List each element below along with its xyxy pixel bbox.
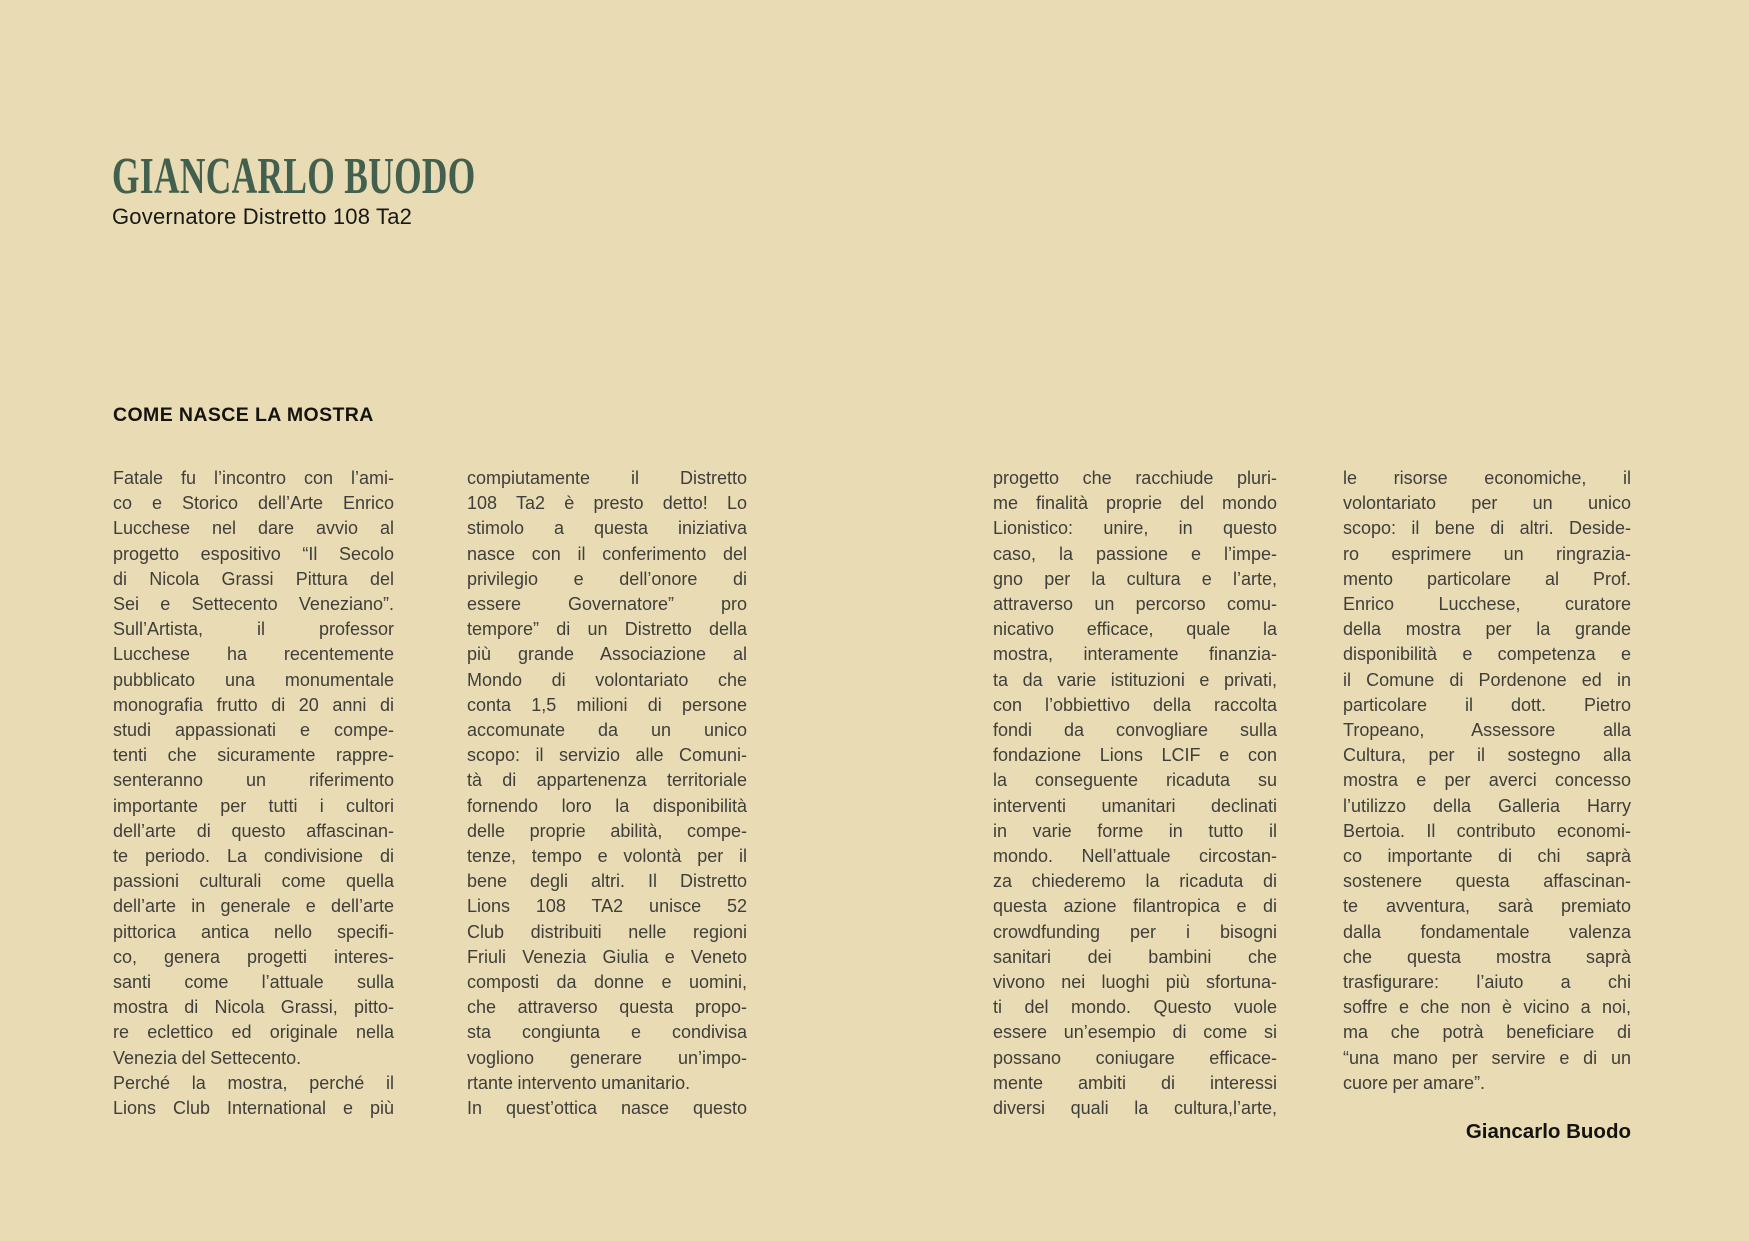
text-line: senteranno un riferimento xyxy=(113,770,394,791)
text-line: l’utilizzo della Galleria Harry xyxy=(1343,795,1631,816)
text-line: volontariato per un unico xyxy=(1343,493,1631,514)
text-line: za chiederemo la ricaduta di xyxy=(993,871,1277,892)
text-line: attraverso un percorso comu- xyxy=(993,594,1277,615)
text-column-3 xyxy=(993,466,1277,1121)
text-line: scopo: il servizio alle Comuni- xyxy=(467,745,747,766)
text-line: accomunate da un unico xyxy=(467,720,747,741)
text-line: Lucchese ha recentemente xyxy=(113,644,394,665)
text-line: vivono nei luoghi più sfortuna- xyxy=(993,972,1277,993)
text-line: ti del mondo. Questo vuole xyxy=(993,997,1277,1018)
text-line: Lions 108 TA2 unisce 52 xyxy=(467,896,747,917)
text-line: che attraverso questa propo- xyxy=(467,997,747,1018)
text-line: pittorica antica nello specifi- xyxy=(113,921,394,942)
text-column-4 xyxy=(1343,466,1631,1096)
text-line: stimolo a questa iniziativa xyxy=(467,518,747,539)
text-line: scopo: il bene di altri. Deside- xyxy=(1343,518,1631,539)
text-line: le risorse economiche, il xyxy=(1343,468,1631,488)
text-line: tenze, tempo e volontà per il xyxy=(467,846,747,867)
text-line: bene degli altri. Il Distretto xyxy=(467,871,747,892)
text-line: progetto che racchiude pluri- xyxy=(993,468,1277,488)
text-line: rtante intervento umanitario. xyxy=(467,1072,691,1093)
text-line: crowdfunding per i bisogni xyxy=(993,921,1277,942)
text-line: mento particolare al Prof. xyxy=(1343,568,1631,589)
text-line: mostra di Nicola Grassi, pitto- xyxy=(113,997,394,1018)
page-subtitle: Governatore Distretto 108 Ta2 xyxy=(112,204,413,229)
text-line: della mostra per la grande xyxy=(1343,619,1631,640)
text-line: conta 1,5 milioni di persone xyxy=(467,694,747,715)
text-line: Mondo di volontariato che xyxy=(467,669,747,690)
text-line: Lionistico: unire, in questo xyxy=(993,518,1277,539)
text-line: Fatale fu l’incontro con l’ami- xyxy=(113,468,394,488)
text-line: dalla fondamentale valenza xyxy=(1343,921,1631,942)
text-line: Bertoia. Il contributo economi- xyxy=(1343,820,1631,841)
text-line: composti da donne e uomini, xyxy=(467,972,747,993)
text-line: tempore” di un Distretto della xyxy=(467,619,747,640)
text-line: Venezia del Settecento. xyxy=(113,1047,302,1068)
text-line: ta da varie istituzioni e privati, xyxy=(993,669,1277,690)
text-line: diversi quali la cultura,l’arte, xyxy=(993,1098,1277,1119)
text-line: fondi da convogliare sulla xyxy=(993,720,1277,741)
text-line: ro esprimere un ringrazia- xyxy=(1343,543,1631,564)
text-line: privilegio e dell’onore di xyxy=(467,568,747,589)
text-line: caso, la passione e l’impe- xyxy=(993,543,1277,564)
text-line: vogliono generare un’impo- xyxy=(467,1047,747,1068)
text-line: compiutamente il Distretto xyxy=(467,468,747,488)
page-title: GIANCARLO BUODO xyxy=(112,148,476,205)
text-line: di Nicola Grassi Pittura del xyxy=(113,568,394,589)
text-line: Friuli Venezia Giulia e Veneto xyxy=(467,946,747,967)
text-line: dell’arte in generale e dell’arte xyxy=(113,896,394,917)
text-line: re eclettico ed originale nella xyxy=(113,1022,394,1043)
text-line: Lions Club International e più xyxy=(113,1098,394,1119)
text-line: mente ambiti di interessi xyxy=(993,1072,1277,1093)
text-line: te avventura, sarà premiato xyxy=(1343,896,1631,917)
text-line: ma che potrà beneficiare di xyxy=(1343,1022,1631,1043)
text-line: pubblicato una monumentale xyxy=(113,669,394,690)
text-line: cuore per amare”. xyxy=(1343,1072,1486,1093)
text-line: dell’arte di questo affascinan- xyxy=(113,820,394,841)
text-line: Enrico Lucchese, curatore xyxy=(1343,594,1631,615)
text-line: me finalità proprie del mondo xyxy=(993,493,1277,514)
text-line: Cultura, per il sostegno alla xyxy=(1343,745,1631,766)
text-line: sanitari dei bambini che xyxy=(993,946,1277,967)
text-line: In quest’ottica nasce questo xyxy=(467,1098,747,1119)
text-column-1 xyxy=(113,466,394,1121)
text-line: mostra e per averci concesso xyxy=(1343,770,1631,791)
text-line: progetto espositivo “Il Secolo xyxy=(113,543,394,564)
text-line: importante per tutti i cultori xyxy=(113,795,394,816)
text-line: con l’obbiettivo della raccolta xyxy=(993,694,1277,715)
text-line: co, genera progetti interes- xyxy=(113,946,394,967)
text-line: te periodo. La condivisione di xyxy=(113,846,394,867)
text-line: co e Storico dell’Arte Enrico xyxy=(113,493,394,514)
text-line: tà di appartenenza territoriale xyxy=(467,770,747,791)
text-line: delle proprie abilità, compe- xyxy=(467,820,747,841)
text-column-2 xyxy=(467,466,747,1121)
text-line: questa azione filantropica e di xyxy=(993,896,1277,917)
signature: Giancarlo Buodo xyxy=(1465,1120,1631,1143)
text-line: la conseguente ricaduta su xyxy=(993,770,1277,791)
text-line: sostenere questa affascinan- xyxy=(1343,871,1631,892)
text-line: Sull’Artista, il professor xyxy=(113,619,394,640)
text-line: soffre e che non è vicino a noi, xyxy=(1343,997,1631,1018)
text-line: Lucchese nel dare avvio al xyxy=(113,518,394,539)
section-heading: COME NASCE LA MOSTRA xyxy=(113,404,374,426)
text-line: 108 Ta2 è presto detto! Lo xyxy=(467,493,747,514)
text-line: più grande Associazione al xyxy=(467,644,747,665)
text-line: fornendo loro la disponibilità xyxy=(467,795,747,816)
text-line: il Comune di Pordenone ed in xyxy=(1343,669,1631,690)
text-line: monografia frutto di 20 anni di xyxy=(113,694,394,715)
text-line: nicativo efficace, quale la xyxy=(993,619,1277,640)
text-line: passioni culturali come quella xyxy=(113,871,394,892)
text-line: “una mano per servire e di un xyxy=(1343,1047,1631,1068)
text-line: disponibilità e competenza e xyxy=(1343,644,1631,665)
text-line: trasfigurare: l’aiuto a chi xyxy=(1343,972,1631,993)
text-line: in varie forme in tutto il xyxy=(993,820,1277,841)
text-line: possano coniugare efficace- xyxy=(993,1047,1277,1068)
text-line: sta congiunta e condivisa xyxy=(467,1022,747,1043)
text-line: tenti che sicuramente rappre- xyxy=(113,745,394,766)
text-line: essere un’esempio di come si xyxy=(993,1022,1277,1043)
text-line: Perché la mostra, perché il xyxy=(113,1072,394,1093)
text-line: che questa mostra saprà xyxy=(1343,946,1631,967)
text-line: interventi umanitari declinati xyxy=(993,795,1277,816)
text-line: co importante di chi saprà xyxy=(1343,846,1631,867)
text-line: particolare il dott. Pietro xyxy=(1343,694,1631,715)
text-line: Club distribuiti nelle regioni xyxy=(467,921,747,942)
text-line: studi appassionati e compe- xyxy=(113,720,394,741)
text-line: fondazione Lions LCIF e con xyxy=(993,745,1277,766)
text-line: essere Governatore” pro xyxy=(467,594,747,615)
text-line: nasce con il conferimento del xyxy=(467,543,747,564)
text-line: santi come l’attuale sulla xyxy=(113,972,394,993)
text-line: mostra, interamente finanzia- xyxy=(993,644,1277,665)
text-line: Tropeano, Assessore alla xyxy=(1343,720,1631,741)
text-line: mondo. Nell’attuale circostan- xyxy=(993,846,1277,867)
text-line: gno per la cultura e l’arte, xyxy=(993,568,1277,589)
text-line: Sei e Settecento Veneziano”. xyxy=(113,594,394,615)
